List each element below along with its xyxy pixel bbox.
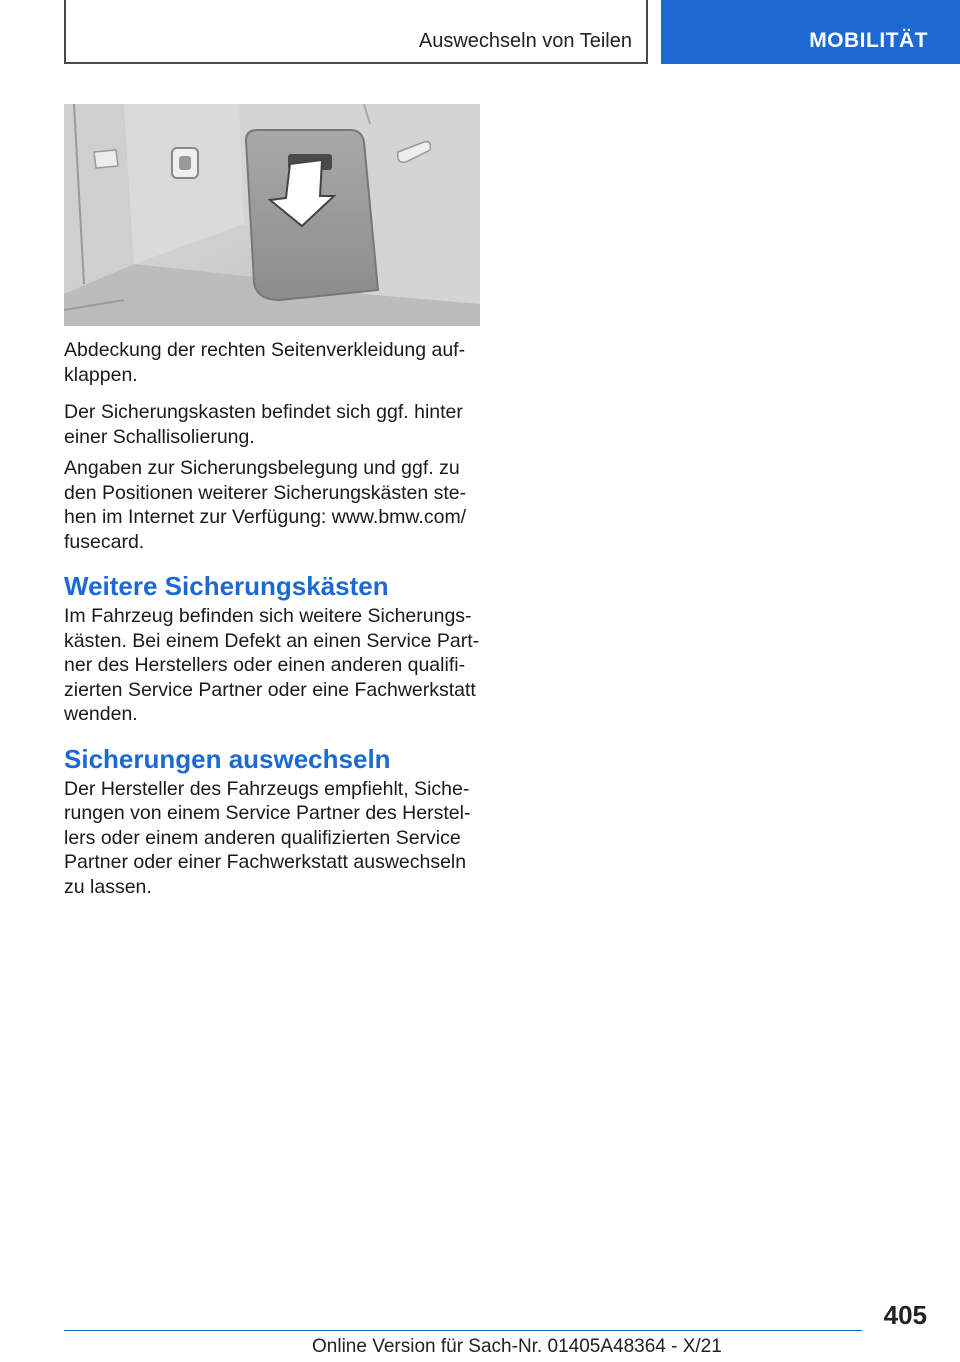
heading-replace-fuses: Sicherungen auswechseln [64, 743, 391, 774]
main-content [64, 335, 480, 899]
footer-online-version: Online Version für Sach-Nr. 01405A48364 - X/21 [312, 1336, 722, 1357]
paragraph-sound-insulation: Der Sicherungskasten befindet sich ggf. hinter einer Schallisolierung. [64, 401, 463, 448]
paragraph-fuse-info-online: Angaben zur Sicherungsbelegung und ggf. zu den Positionen weiterer Sicherungskästen stehen im Internet zur Verfügung: www.bmw.com/ fusecard. [64, 457, 467, 553]
header-section-tab [661, 0, 960, 64]
paragraph-replace-fuses: Der Hersteller des Fahrzeugs empfiehlt, Sicherungen von einem Service Partner des Herstellers oder einem anderen qualifizierten Service Partner oder einer Fachwerkstatt auswechseln zu lassen. [64, 777, 471, 898]
trunk-side-panel-photo [64, 104, 480, 326]
trunk-photo-illustration [64, 104, 480, 326]
heading-additional-fuse-boxes: Weitere Sicherungskästen [64, 571, 389, 601]
paragraph-additional-fuse-boxes: Im Fahrzeug befinden sich weitere Sicherungskästen. Bei einem Defekt an einen Service Partner des Herstellers oder einen anderen qualifizierten Service Partner oder eine Fachwerkstatt wenden. [64, 605, 480, 725]
header-chapter-box [64, 0, 648, 64]
section-title: MOBILITÄT [809, 29, 928, 52]
chapter-title: Auswechseln von Teilen [418, 30, 632, 52]
page-number: 405 [883, 1300, 927, 1330]
footer-divider [64, 1330, 862, 1331]
paragraph-open-cover: Abdeckung der rechten Seitenverkleidung aufklappen. [64, 339, 466, 386]
